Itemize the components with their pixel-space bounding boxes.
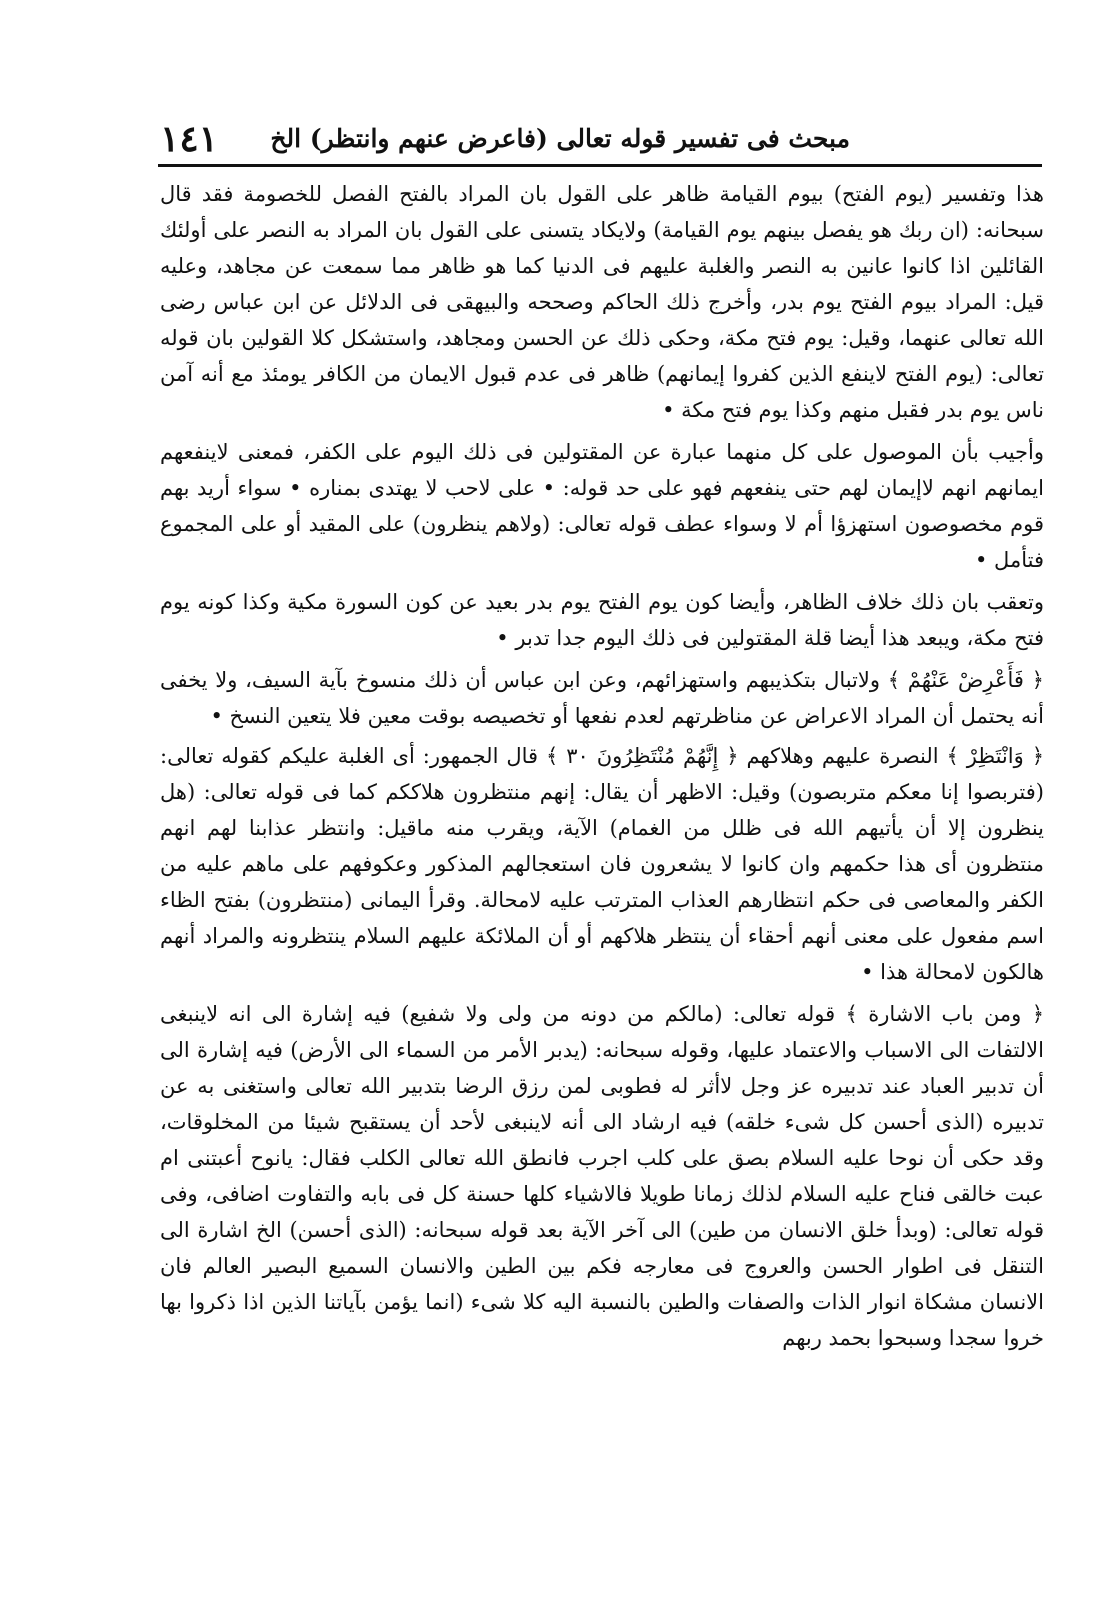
header-rule bbox=[158, 164, 1042, 167]
paragraph-faarid-anhum: ﴿ فَأَعْرِضْ عَنْهُمْ ﴾ ولاتبال بتكذيبهم واستهزائهم، وعن ابن عباس أن ذلك منسوخ بآية السيف، ولا يخفى أنه يحتمل أن المراد الاعراض عن مناظرتهم لعدم نفعها أو تخصيصه بوقت معين فلا يتعين النسخ • bbox=[160, 668, 1044, 728]
paragraph-bab-al-ishara: ﴿ ومن باب الاشارة ﴾ قوله تعالى: (مالكم من دونه من ولى ولا شفيع) فيه إشارة الى انه لاينبغى الالتفات الى الاسباب والاعتماد عليها، وقوله سبحانه: (يدبر الأمر من السماء الى الأرض) فيه إشارة الى أن تدبير العباد عند تدبيره عز وجل لاأثر له فطوبى لمن رزق الرضا بتدبير الله تعالى واستغنى به عن تدبيره (الذى أحسن كل شىء خلقه) فيه ارشاد الى أنه لاينبغى لأحد أن يستقبح شيئا من المخلوقات، وقد حكى أن نوحا عليه السلام بصق على كلب اجرب فانطق الله تعالى الكلب فقال: يانوح أعبتنى ام عبت خالقى فناح عليه السلام لذلك زمانا طويلا فالاشياء كلها حسنة كل فى بابه والتفاوت اضافى، وفى قوله تعالى: (وبدأ خلق الانسان من طين) الى آخر الآية بعد قوله سبحانه: (الذى أحسن) الخ اشارة الى التنقل فى اطوار الحسن والعروج فى معارجه فكم بين الطين والانسان السميع البصير العالم فان الانسان مشكاة انوار الذات والصفات والطين بالنسبة اليه كلا شىء (انما يؤمن بآياتنا الذين اذا ذكروا بها خروا سجدا وسبحوا بحمد ربهم bbox=[160, 1002, 1045, 1350]
running-title: مبحث فى تفسير قوله تعالى (فاعرض عنهم وانتظر) الخ bbox=[270, 124, 850, 153]
body-text bbox=[160, 176, 1044, 1362]
page-header bbox=[160, 118, 1040, 162]
paragraph-ujiba: وأجيب بأن الموصول على كل منهما عبارة عن المقتولين فى ذلك اليوم على الكفر، فمعنى لاينفعهم ايمانهم انهم لاإيمان لهم حتى ينفعهم فهو على حد قوله: • على لاحب لا يهتدى بمناره • سواء أريد بهم قوم مخصوصون استهزؤا أم لا وسواء عطف قوله تعالى: (ولاهم ينظرون) على المقيد أو على المجموع فتأمل • bbox=[160, 440, 1044, 572]
page-number: ١٤١ bbox=[160, 118, 219, 160]
paragraph-wantazir: ﴿ وَانْتَظِرْ ﴾ النصرة عليهم وهلاكهم ﴿ إِنَّهُمْ مُنْتَظِرُونَ ٣٠ ﴾ قال الجمهور: أى الغلبة عليكم كقوله تعالى: (فتربصوا إنا معكم متربصون) وقيل: الاظهر أن يقال: إنهم منتظرون هلاككم كما فى قوله تعالى: (هل ينظرون إلا أن يأتيهم الله فى ظلل من الغمام) الآية، ويقرب منه ماقيل: وانتظر عذابنا لهم انهم منتظرون أى هذا حكمهم وان كانوا لا يشعرون فان استعجالهم المذكور وعكوفهم على ماهم عليه من الكفر والمعاصى فى حكم انتظارهم العذاب المترتب عليه لامحالة. وقرأ اليمانى (منتظرون) بفتح الظاء اسم مفعول على معنى أنهم أحقاء أن ينتظر هلاكهم أو أن الملائكة عليهم السلام ينتظرونه والمراد أنهم هالكون لامحالة هذا • bbox=[160, 744, 1044, 984]
paragraph-tuuqqiba: وتعقب بان ذلك خلاف الظاهر، وأيضا كون يوم الفتح يوم بدر بعيد عن كون السورة مكية وكذا كونه يوم فتح مكة، ويبعد هذا أيضا قلة المقتولين فى ذلك اليوم جدا تدبر • bbox=[160, 590, 1044, 650]
paragraph-yawm-al-fath: هذا وتفسير (يوم الفتح) بيوم القيامة ظاهر على القول بان المراد بالفتح الفصل للخصومة فقد قال سبحانه: (ان ربك هو يفصل بينهم يوم القيامة) ولايكاد يتسنى على القول بان المراد به النصر على أولئك القائلين اذا كانوا عانين به النصر والغلبة عليهم فى الدنيا كما هو ظاهر مما سمعت عن مجاهد، وعليه قيل: المراد بيوم الفتح يوم بدر، وأخرج ذلك الحاكم وصححه والبيهقى فى الدلائل عن ابن عباس رضى الله تعالى عنهما، وقيل: يوم فتح مكة، وحكى ذلك عن الحسن ومجاهد، واستشكل كلا القولين بان قوله تعالى: (يوم الفتح لاينفع الذين كفروا إيمانهم) ظاهر فى عدم قبول الايمان من الكافر يومئذ مع أنه آمن ناس يوم بدر فقبل منهم وكذا يوم فتح مكة • bbox=[160, 182, 1044, 422]
